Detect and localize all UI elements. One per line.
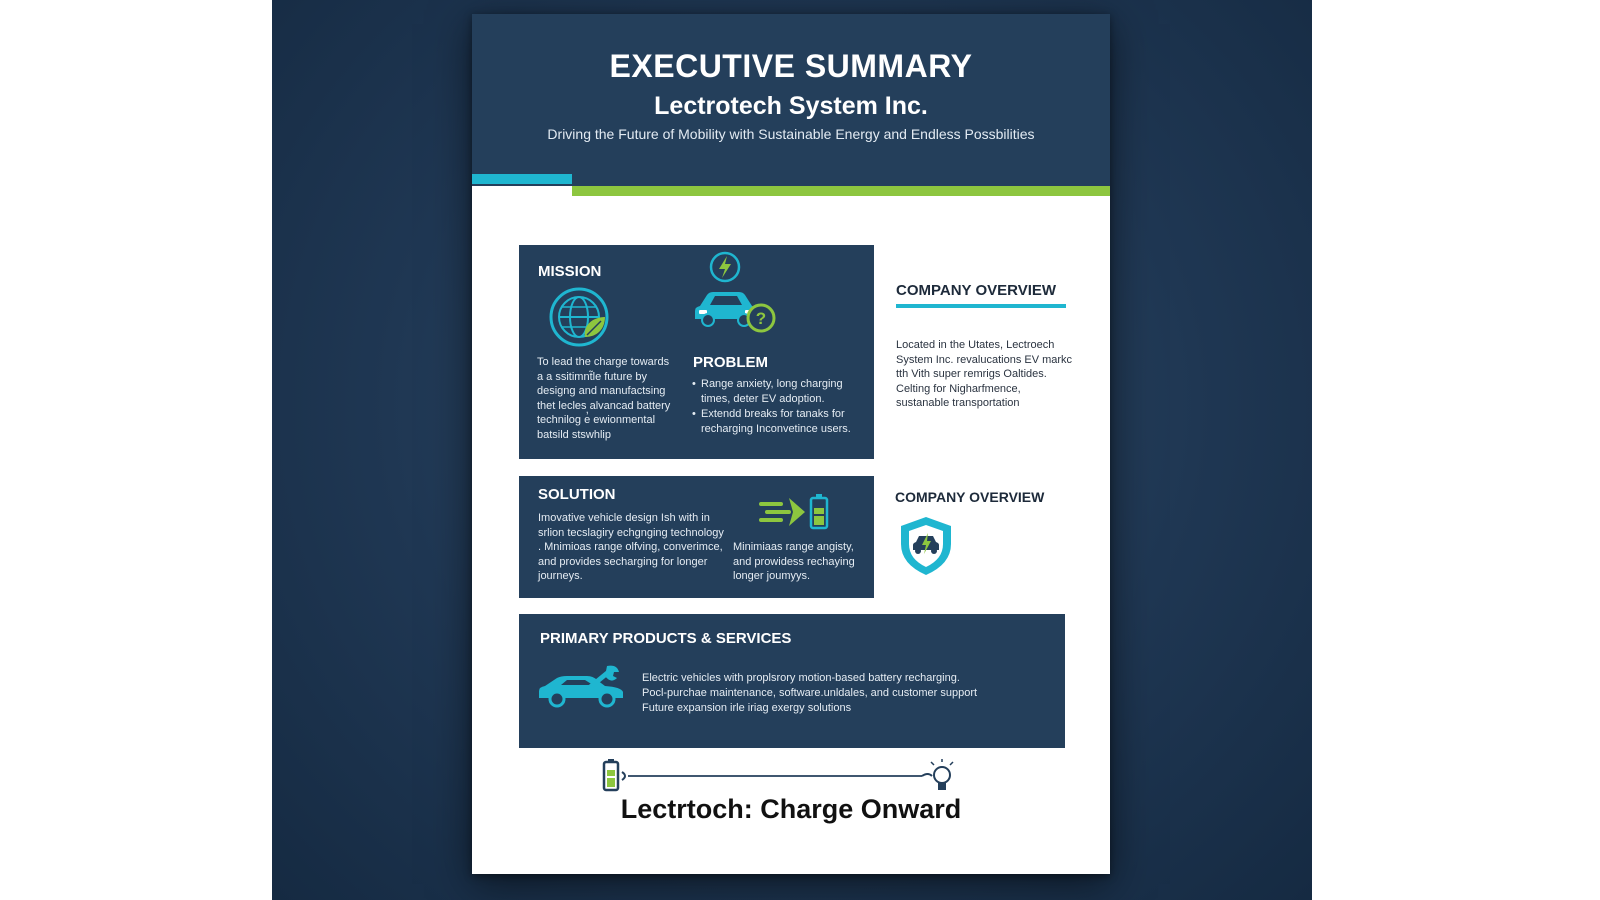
company-name: Lectrotech System Inc. bbox=[654, 92, 928, 120]
page-title: EXECUTIVE SUMMARY bbox=[609, 48, 973, 84]
overview-text: Located in the Utates, Lectroech System Inc. revalucations EV markc tth Vith super remrigs Oaltides. Celting for Nigharfmence, sustanable transportation bbox=[896, 339, 1073, 409]
lightning-bolt-icon bbox=[709, 251, 741, 283]
products-line: Future expansion irle iriag exergy solutions bbox=[642, 702, 852, 714]
arrow-battery-icon bbox=[759, 492, 831, 532]
accent-stripe-blue bbox=[472, 174, 572, 184]
mission-problem-panel bbox=[519, 245, 874, 459]
shield-car-icon bbox=[896, 514, 956, 578]
solution-panel bbox=[519, 476, 874, 598]
products-line: Electric vehicles with proplsrory motion-based battery recharging. bbox=[642, 672, 960, 684]
problem-bullet: • Extendd breaks for tanaks for recharging Inconvetince users. bbox=[701, 407, 873, 436]
products-lines bbox=[642, 671, 1052, 716]
problem-title: PROBLEM bbox=[693, 354, 768, 371]
mission-text: To lead the charge towards a a ssitimnt̃le future by designg and manufactsing thet lecles alvancad battery technilog e̓ ewionmental batsild stswhlip bbox=[537, 356, 671, 441]
globe-leaf-icon bbox=[549, 287, 613, 351]
products-panel bbox=[519, 614, 1065, 748]
products-title: PRIMARY PRODUCTS & SERVICES bbox=[540, 630, 792, 647]
tagline: Driving the Future of Mobility with Sustainable Energy and Endless Possbilities bbox=[547, 126, 1035, 142]
products-line: Pocl-purchae maintenance, software.unldales, and customer support bbox=[642, 687, 978, 699]
accent-stripe-green bbox=[572, 186, 1110, 196]
overview-title: COMPANY OVERVIEW bbox=[896, 282, 1057, 299]
problem-bullets bbox=[691, 377, 873, 437]
svg-text:?: ? bbox=[755, 309, 767, 328]
header-banner bbox=[472, 14, 1110, 186]
problem-bullet: • Range anxiety, long charging times, deter EV adoption. bbox=[701, 377, 873, 406]
solution-title: SOLUTION bbox=[538, 486, 616, 503]
car-question-icon bbox=[691, 287, 777, 333]
mission-title: MISSION bbox=[538, 263, 602, 280]
overview-title-secondary: COMPANY OVERVIEW bbox=[895, 489, 1045, 505]
battery-icon bbox=[602, 760, 620, 792]
car-wrench-icon bbox=[537, 664, 629, 710]
solution-text-left: Imovative vehicle design Ish with in srlion tecslagiry echgnging technology . Mnimioas range olfving, converimce, and provides secharging for longer journeys. bbox=[538, 512, 724, 582]
solution-text-right: Minimiaas range angisty, and prowidess rechaying longer joumyys. bbox=[733, 541, 855, 582]
footer-slogan: Lectrtoch: Charge Onward bbox=[620, 794, 962, 824]
lightbulb-icon bbox=[928, 758, 952, 792]
overview-underline bbox=[896, 304, 1066, 308]
document-page bbox=[472, 14, 1110, 874]
